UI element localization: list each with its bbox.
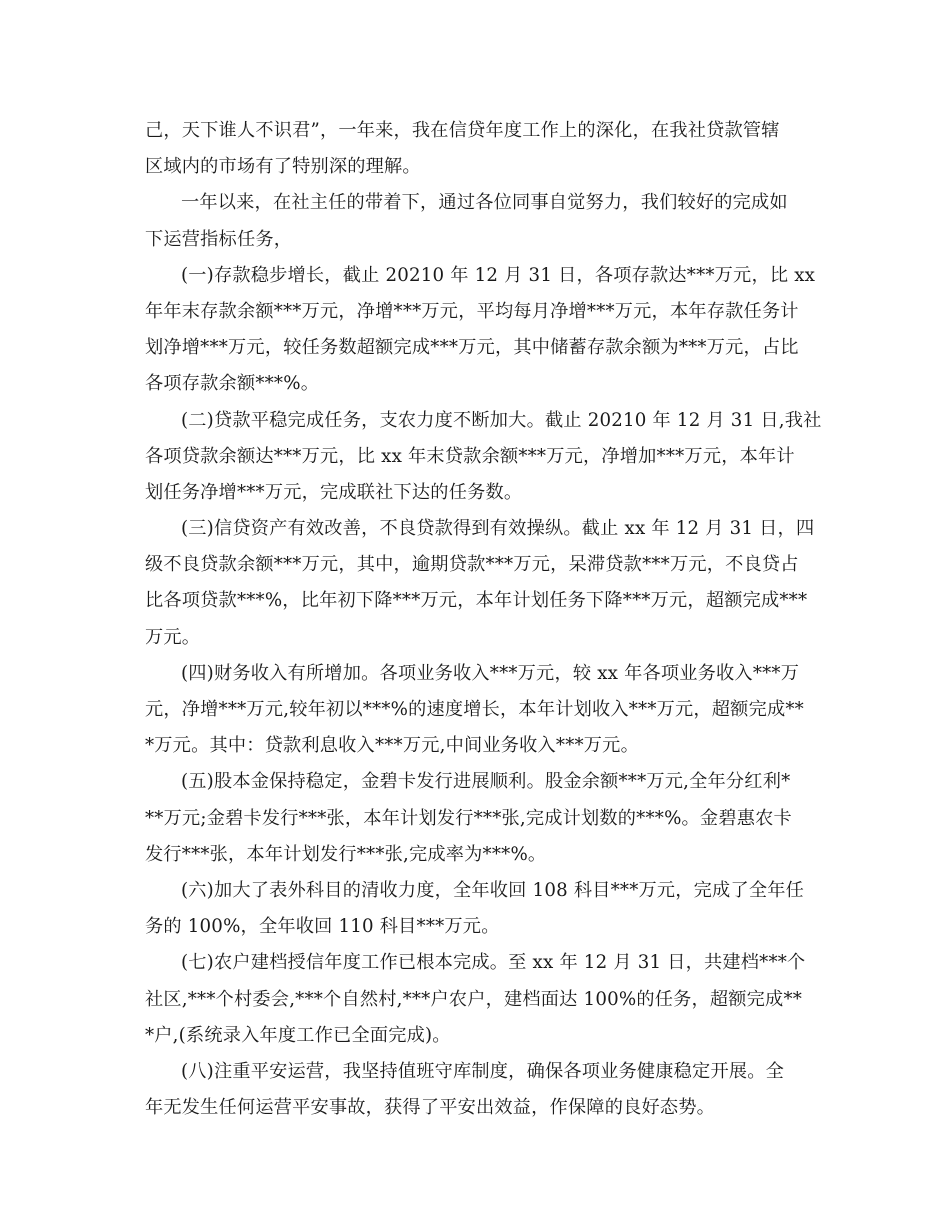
text-line: (五)股本金保持稳定，金碧卡发行进展顺利。股金余额***万元,全年分红利* (181, 771, 791, 793)
text-line: (四)财务收入有所增加。各项业务收入***万元，较 xx 年各项业务收入***万 (181, 662, 800, 684)
paragraph (145, 656, 815, 765)
text-line: 各项存款余额***%。 (145, 373, 320, 395)
paragraph (145, 113, 815, 185)
text-line: (一)存款稳步增长，截止 20210 年 12 月 31 日，各项存款达***万元，比 xx (181, 264, 816, 286)
paragraph (145, 403, 822, 512)
text-line: 年年末存款余额***万元，净增***万元，平均每月净增***万元，本年存款任务计 (145, 300, 799, 322)
document-body (145, 113, 822, 1126)
text-line: 务的 100%，全年收回 110 科目***万元。 (145, 916, 500, 938)
text-line: 己，天下谁人不识君”，一年来，我在信贷年度工作上的深化，在我社贷款管辖 (145, 120, 780, 141)
text-line: 各项贷款余额达***万元，比 xx 年末贷款余额***万元，净增加***万元，本年计 (145, 445, 795, 467)
paragraph (145, 185, 815, 257)
text-line: 区域内的市场有了特别深的理解。 (145, 156, 421, 178)
text-line: 下运营指标任务， (145, 228, 293, 250)
paragraph (145, 945, 815, 1054)
text-line: 划任务净增***万元，完成联社下达的任务数。 (145, 481, 523, 503)
text-line: (八)注重平安运营，我坚持值班守库制度，确保各项业务健康稳定开展。全 (181, 1060, 784, 1082)
paragraph (145, 1054, 815, 1126)
text-line: **万元;金碧卡发行***张，本年计划发行***张,完成计划数的***%。金碧惠农卡 (145, 807, 792, 829)
text-line: (六)加大了表外科目的清收力度，全年收回 108 科目***万元，完成了全年任 (181, 879, 804, 901)
text-line: 社区,***个村委会,***个自然村,***户农户，建档面达 100%的任务，超额完成** (145, 988, 803, 1010)
paragraph (145, 258, 815, 403)
text-line: 万元。 (145, 626, 201, 648)
text-line: 级不良贷款余额***万元，其中，逾期贷款***万元，呆滞贷款***万元，不良贷占 (145, 554, 799, 576)
text-line: *万元。其中：贷款利息收入***万元,中间业务收入***万元。 (145, 735, 639, 757)
paragraph (145, 873, 815, 945)
text-line: 比各项贷款***%，比年初下降***万元，本年计划任务下降***万元，超额完成*** (145, 590, 808, 612)
text-line: 划净增***万元，较任务数超额完成***万元，其中储蓄存款余额为***万元，占比 (145, 337, 799, 359)
paragraph (145, 764, 815, 873)
text-line: 一年以来，在社主任的带着下，通过各位同事自觉努力，我们较好的完成如 (181, 192, 788, 214)
text-line: *户,(系统录入年度工作已全面完成)。 (145, 1024, 451, 1046)
paragraph (145, 511, 815, 656)
text-line: (二)贷款平稳完成任务，支农力度不断加大。截止 20210 年 12 月 31 日,我社 (181, 409, 822, 431)
text-line: 年无发生任何运营平安事故，获得了平安出效益，作保障的良好态势。 (145, 1097, 716, 1119)
text-line: (三)信贷资产有效改善，不良贷款得到有效操纵。截止 xx 年 12 月 31 日，四 (181, 518, 815, 540)
text-line: 元，净增***万元,较年初以***%的速度增长，本年计划收入***万元，超额完成** (145, 699, 804, 720)
text-line: (七)农户建档授信年度工作已根本完成。至 xx 年 12 月 31 日，共建档***个 (181, 952, 806, 974)
text-line: 发行***张，本年计划发行***张,完成率为***%。 (145, 843, 547, 865)
